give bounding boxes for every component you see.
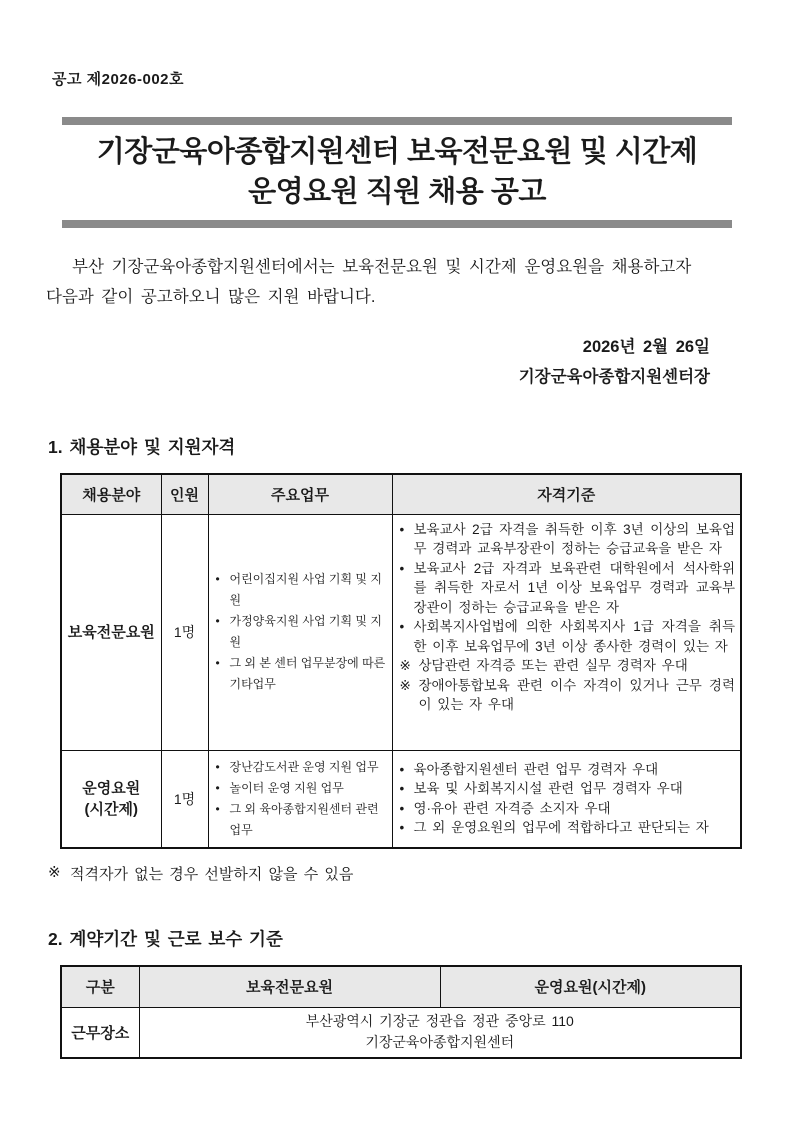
footnote-text: 적격자가 없는 경우 선발하지 않을 수 있음 [70, 865, 354, 883]
duty-item: • 그 외 육아종합지원센터 관련 업무 [216, 799, 388, 841]
duty-item: • 놀이터 운영 지원 업무 [216, 778, 388, 799]
qualification-note: ※ 장애아통합보육 관련 이수 자격이 있거나 근무 경력이 있는 자 우대 [400, 676, 736, 715]
section1-heading: 1. 채용분야 및 지원자격 [48, 437, 236, 457]
title-top-bar [62, 117, 732, 125]
bullet-marker: • [215, 614, 220, 628]
contract-conditions-table [60, 965, 742, 1059]
qualification-item: • 보육교사 2급 자격과 보육관련 대학원에서 석사학위를 취득한 자로서 1년 이상 보육업무 경력과 교육부장관이 정하는 승급교육을 받은 자 [400, 559, 736, 618]
qualification-item: • 그 외 운영요원의 업무에 적합하다고 판단되는 자 [400, 818, 736, 838]
row-label: 근무장소 [61, 1008, 139, 1058]
duty-item: • 그 외 본 센터 업무분장에 따른 기타업무 [216, 653, 388, 695]
workplace-address-line2: 기장군육아종합지원센터 [365, 1034, 515, 1051]
page-title [62, 125, 732, 220]
field-name-line2: (시간제) [84, 800, 138, 818]
note-marker: ※ [48, 863, 61, 881]
headcount: 1명 [161, 514, 208, 750]
col-header-category: 구분 [61, 966, 139, 1008]
bullet-marker: • [399, 560, 405, 576]
page-title-line1: 기장군육아종합지원센터 보육전문요원 및 시간제 [96, 136, 698, 168]
duties-list-cell [208, 514, 392, 750]
qualifications-list-cell [392, 514, 741, 750]
field-name: 보육전문요원 [61, 514, 161, 750]
qualification-item: • 영·유아 관련 자격증 소지자 우대 [400, 799, 736, 819]
col-header-operations-staff: 운영요원(시간제) [440, 966, 741, 1008]
col-header-field: 채용분야 [61, 474, 161, 514]
bullet-marker: • [215, 656, 220, 670]
bullet-marker: • [399, 820, 405, 835]
col-header-childcare-specialist: 보육전문요원 [139, 966, 440, 1008]
section2-heading: 2. 계약기간 및 근로 보수 기준 [48, 928, 283, 949]
qualification-item: • 보육교사 2급 자격을 취득한 이후 3년 이상의 보육업무 경력과 교육부장관이 정하는 승급교육을 받은 자 [400, 520, 736, 559]
col-header-count: 인원 [161, 474, 208, 514]
qualification-item: • 보육 및 사회복지시설 관련 업무 경력자 우대 [400, 779, 736, 799]
title-bottom-bar [62, 220, 732, 228]
note-marker: ※ [399, 658, 411, 673]
note-marker: ※ [399, 677, 411, 693]
duties-list-cell [208, 750, 392, 848]
col-header-duties: 주요업무 [208, 474, 392, 514]
table-row-childcare-specialist [61, 514, 741, 750]
bullet-marker: • [399, 521, 405, 537]
field-name-line1: 운영요원 [82, 779, 141, 797]
intro-line2: 다음과 같이 공고하오니 많은 지원 바랍니다. [46, 288, 376, 306]
table-row-operations-staff [61, 750, 741, 848]
field-name [61, 750, 161, 848]
qualification-note: ※ 상담관련 자격증 또는 관련 실무 경력자 우대 [400, 656, 736, 676]
headcount: 1명 [161, 750, 208, 848]
duty-item: • 어린이집지원 사업 기획 및 지원 [216, 569, 388, 611]
page-title-line2: 운영요원 직원 채용 공고 [248, 176, 546, 208]
workplace-address-line1: 부산광역시 기장군 정관읍 정관 중앙로 110 [305, 1013, 574, 1030]
qualification-item: • 육아종합지원센터 관련 업무 경력자 우대 [400, 760, 736, 780]
bullet-marker: • [399, 781, 405, 796]
duty-item: • 장난감도서관 운영 지원 업무 [216, 757, 388, 778]
bullet-marker: • [215, 759, 220, 774]
bullet-marker: • [399, 800, 405, 816]
announcement-number: 공고 제2026-002호 [52, 71, 185, 88]
bullet-marker: • [399, 619, 405, 634]
recruitment-table [60, 473, 742, 849]
title-block [62, 117, 732, 228]
qualifications-list-cell [392, 750, 741, 848]
duty-item: • 가정양육지원 사업 기획 및 지원 [216, 611, 388, 653]
date-signature-block [0, 332, 794, 392]
qualification-item: • 사회복지사업법에 의한 사회복지사 1급 자격을 취득한 이후 보육업무에 3년 이상 종사한 경력이 있는 자 [400, 617, 736, 656]
col-header-qualifications: 자격기준 [392, 474, 741, 514]
bullet-marker: • [215, 780, 220, 795]
table-footnote [48, 863, 794, 884]
intro-paragraph [46, 252, 748, 312]
recruitment-table-header-row [61, 474, 741, 514]
issuer-signature: 기장군육아종합지원센터장 [518, 368, 710, 386]
intro-line1: 부산 기장군육아종합지원센터에서는 보육전문요원 및 시간제 운영요원을 채용하고자 [72, 258, 692, 276]
bullet-marker: • [215, 572, 220, 586]
table-row-workplace [61, 1008, 741, 1058]
workplace-address-cell [139, 1008, 741, 1058]
announcement-date: 2026년 2월 26일 [582, 338, 710, 356]
contract-table-header-row [61, 966, 741, 1008]
bullet-marker: • [399, 761, 405, 777]
bullet-marker: • [215, 801, 220, 816]
